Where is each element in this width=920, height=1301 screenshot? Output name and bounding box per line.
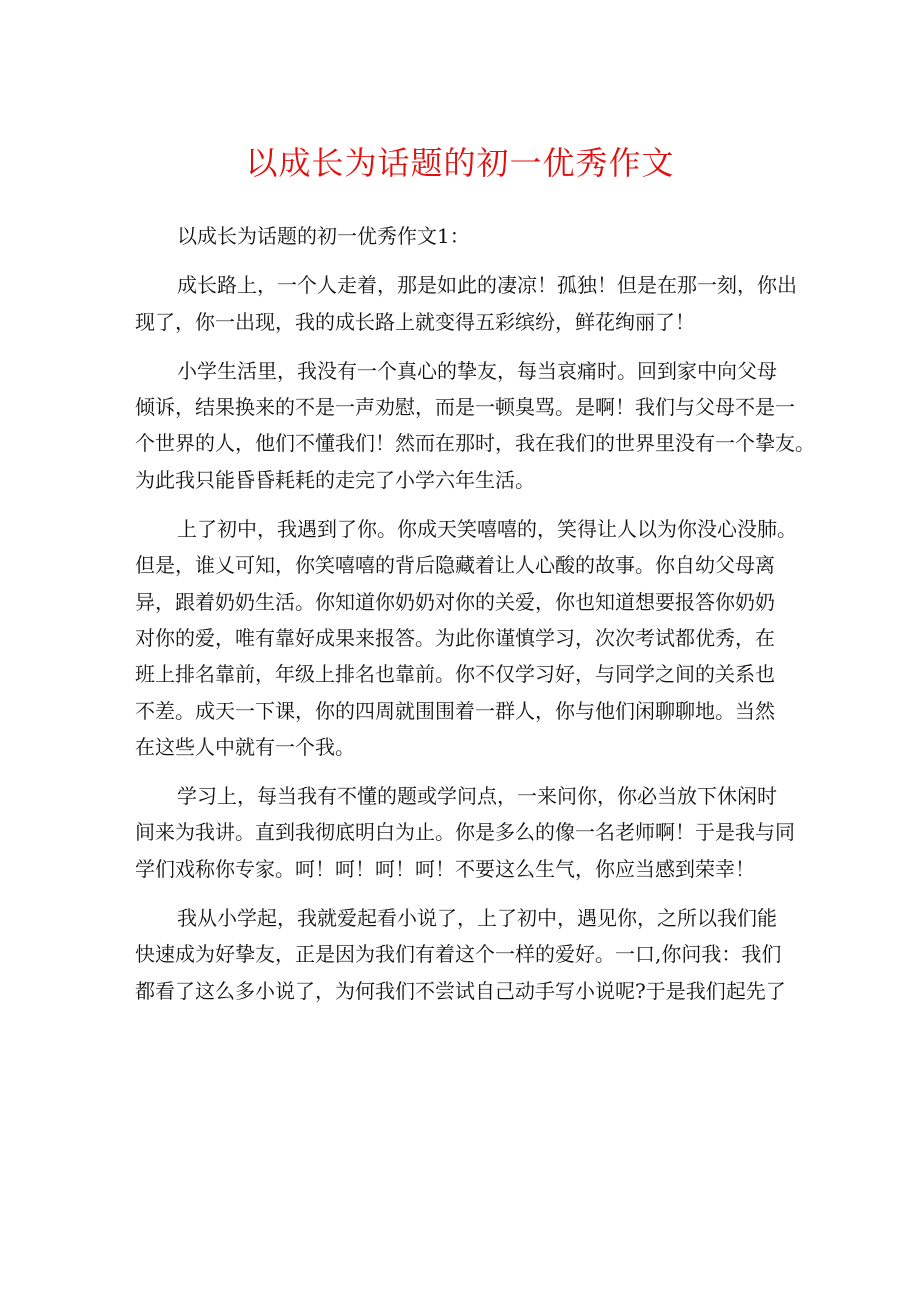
document-title: 以成长为话题的初一优秀作文 — [245, 144, 675, 182]
paragraph-1 — [135, 218, 787, 254]
text-line: 不差。成天一下课，你的四周就围围着一群人，你与他们闲聊聊地。当然 — [135, 698, 775, 723]
document-body — [135, 218, 815, 1022]
text-line: 倾诉，结果换来的不是一声劝慰，而是一顿臭骂。是啊！我们与父母不是一 — [135, 395, 795, 420]
paragraph-4 — [135, 511, 797, 765]
text-line: 上了初中，我遇到了你。你成天笑嘻嘻的，笑得让人以为你没心没肺。 — [177, 517, 797, 542]
paragraph-3 — [135, 353, 815, 498]
text-line: 间来为我讲。直到我彻底明白为止。你是多么的像一名老师啊！于是我与同 — [135, 820, 795, 845]
text-line: 成长路上，一个人走着，那是如此的凄凉！孤独！但是在那一刻，你出 — [177, 273, 797, 298]
text-line: 学们戏称你专家。呵！呵！呵！呵！不要这么生气，你应当感到荣幸！ — [135, 856, 755, 881]
text-line: 为此我只能昏昏耗耗的走完了小学六年生活。 — [135, 467, 535, 492]
paragraph-5 — [135, 778, 795, 887]
text-line: 但是，谁乂可知，你笑嘻嘻的背后隐藏着让人心酸的故事。你自幼父母离 — [135, 553, 775, 578]
text-line: 对你的爱，唯有靠好成果来报答。为此你谨慎学习，次次考试都优秀，在 — [135, 625, 775, 650]
text-line: 学习上，每当我有不懂的题或学问点，一来问你，你必当放下休闲时 — [177, 784, 777, 809]
text-line: 个世界的人，他们不懂我们！然而在那时，我在我们的世界里没有一个挚友。 — [135, 431, 815, 456]
text-line: 我从小学起，我就爱起看小说了，上了初中，遇见你，之所以我们能 — [177, 906, 777, 931]
text-line: 现了，你一出现，我的成长路上就变得五彩缤纷，鲜花绚丽了！ — [135, 309, 695, 334]
text-line: 异，跟着奶奶生活。你知道你奶奶对你的关爱，你也知道想要报答你奶奶 — [135, 589, 775, 614]
text-line: 在这些人中就有一个我。 — [135, 734, 355, 759]
paragraph-2 — [135, 267, 797, 340]
text-line: 都看了这么多小说了，为何我们不尝试自己动手写小说呢?于是我们起先了 — [135, 978, 786, 1003]
text-line: 快速成为好挚友，正是因为我们有着这个一样的爱好。一口,你问我：我们 — [135, 942, 782, 967]
text-line: 小学生活里，我没有一个真心的挚友，每当哀痛时。回到家中向父母 — [177, 358, 777, 383]
text-line: 班上排名靠前，年级上排名也靠前。你不仅学习好，与同学之间的关系也 — [135, 662, 775, 687]
text-line: 以成长为话题的初一优秀作文1： — [177, 224, 470, 248]
paragraph-6 — [135, 900, 787, 1009]
